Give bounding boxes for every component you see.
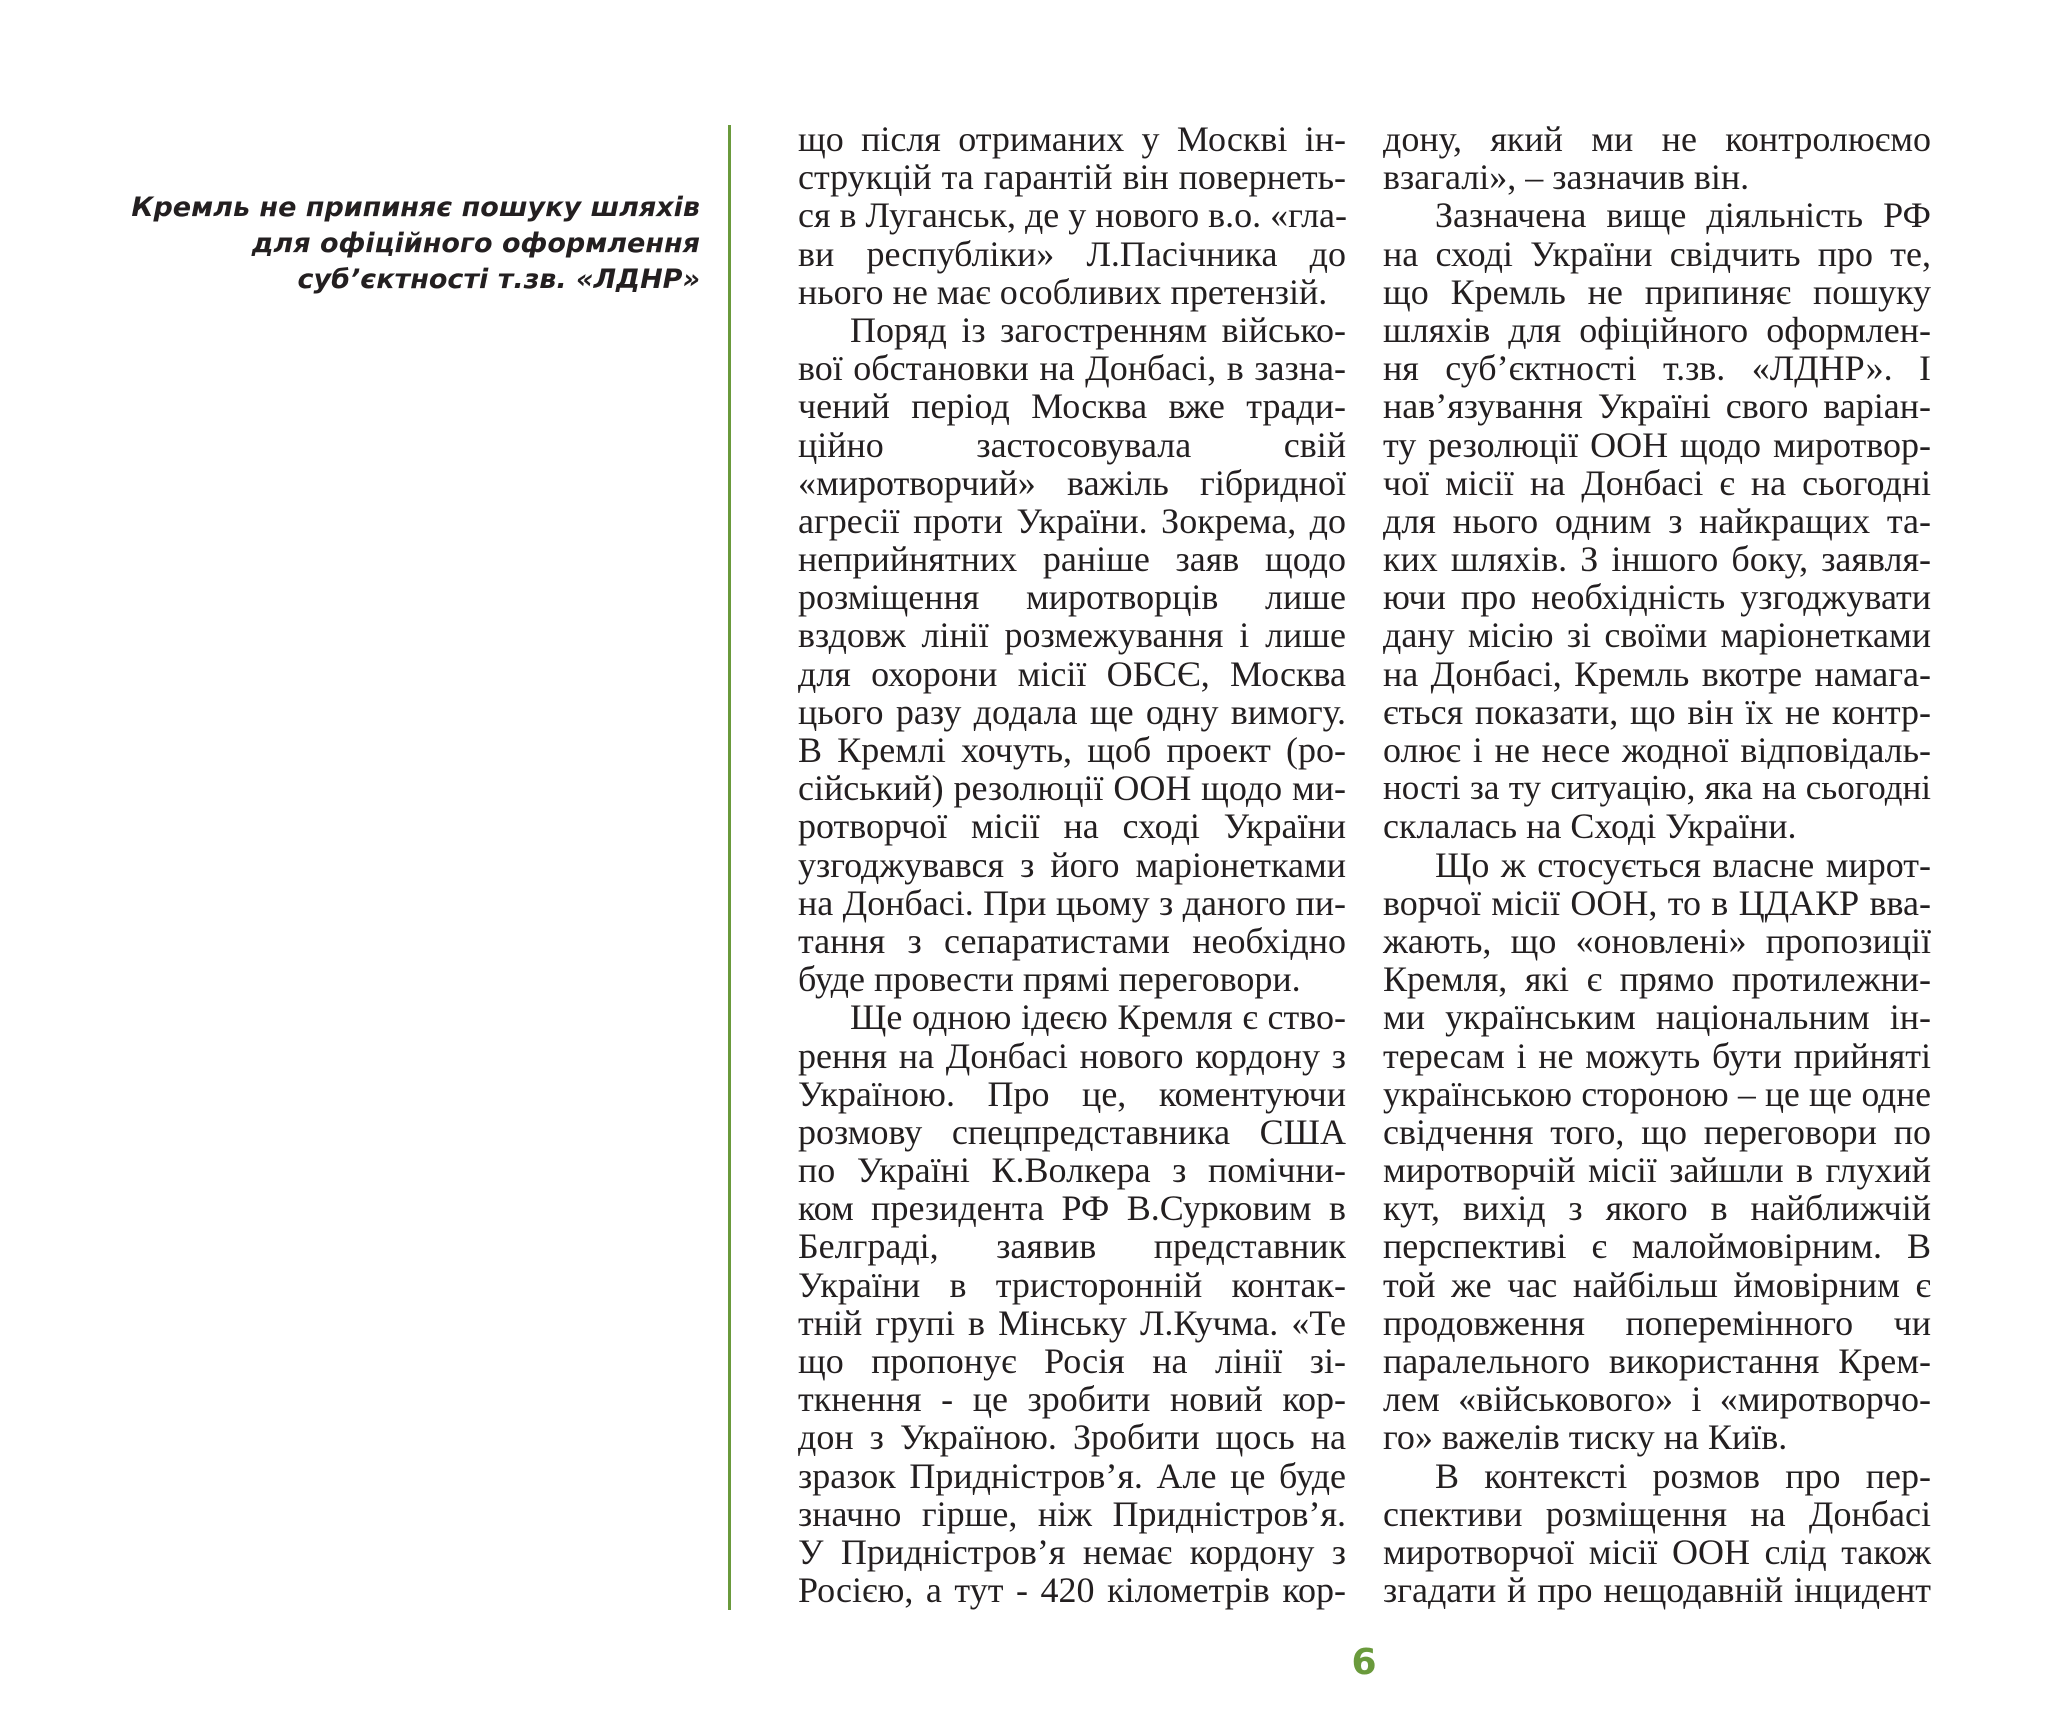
text-line: що пропонує Росія на лінії зі- — [798, 1341, 1346, 1381]
text-line: ту резолюції ООН щодо миротвор- — [1383, 424, 1931, 465]
text-line: що після отриманих у Москві ін- — [798, 119, 1346, 159]
text-line: ційно застосовувала свій — [798, 424, 1346, 465]
text-line: чений період Москва вже тради- — [798, 386, 1346, 427]
text-line: Росією, а тут - 420 кілометрів кор- — [798, 1570, 1346, 1611]
text-line: сійський) резолюції ООН щодо ми- — [798, 768, 1346, 809]
text-line: вої обстановки на Донбасі, в зазна- — [798, 348, 1346, 389]
text-line: тересам і не можуть бути прийняті — [1383, 1035, 1931, 1076]
text-line: розміщення миротворців лише — [798, 577, 1346, 618]
text-column-left — [798, 120, 1346, 1609]
text-line: той же час найбільш ймовірним є — [1383, 1264, 1931, 1305]
text-line: ких шляхів. З іншого боку, заявля- — [1383, 539, 1931, 580]
text-line: значно гірше, ніж Придністров’я. — [798, 1493, 1346, 1534]
text-line: ви республіки» Л.Пасічника до — [798, 233, 1346, 274]
text-line: В контексті розмов про пер- — [1435, 1455, 1931, 1496]
text-line: паралельного використання Крем- — [1383, 1341, 1931, 1381]
text-line: шляхів для офіційного оформлен- — [1383, 309, 1931, 350]
text-line: лем «військового» і «миротворчо- — [1383, 1379, 1931, 1420]
text-line: олює і не несе жодної відповідаль- — [1383, 730, 1931, 770]
text-line: зразок Придністров’я. Але це буде — [798, 1455, 1346, 1496]
text-line: Ще одною ідеєю Кремля є ство- — [850, 997, 1346, 1038]
page-number: 6 — [1351, 1642, 1377, 1683]
text-line: нав’язування Україні свого варіан- — [1383, 386, 1931, 427]
text-line: го» важелів тиску на Київ. — [1383, 1417, 1788, 1458]
text-line: склалась на Сході України. — [1383, 806, 1797, 847]
text-line: ми українським національним ін- — [1383, 997, 1931, 1038]
text-line: У Придністров’я немає кордону з — [798, 1531, 1346, 1572]
side-note-line: Кремль не припиняє пошуку шляхів — [131, 192, 700, 223]
text-line: «миротворчий» важіль гібридної — [798, 462, 1346, 503]
text-line: по Україні К.Волкера з помічни- — [798, 1150, 1346, 1191]
text-line: чої місії на Донбасі є на сьогодні — [1383, 462, 1931, 503]
text-line: на Донбасі, Кремль вкотре намага- — [1383, 653, 1931, 694]
text-line: агресії проти України. Зокрема, до — [798, 500, 1346, 541]
text-line: миротворчій місії зайшли в глухий — [1383, 1150, 1931, 1191]
text-line: буде провести прямі переговори. — [798, 959, 1301, 1000]
text-line: ворчої місії ООН, то в ЦДАКР вва- — [1383, 882, 1931, 923]
text-line: Україною. Про це, коментуючи — [798, 1073, 1346, 1114]
text-line: ся в Луганськ, де у нового в.о. «гла- — [798, 195, 1347, 236]
text-line: Поряд із загостренням військо- — [850, 309, 1346, 350]
text-line: продовження поперемінного чи — [1383, 1302, 1931, 1343]
text-line: ротворчої місії на сході України — [798, 806, 1346, 847]
text-line: взагалі», – зазначив він. — [1383, 157, 1750, 198]
text-line: жають, що «оновлені» пропозиції — [1383, 920, 1931, 961]
text-line: цього разу додала ще одну вимогу. — [798, 691, 1346, 732]
text-line: Белграді, заявив представник — [798, 1226, 1346, 1267]
text-line: тання з сепаратистами необхідно — [798, 920, 1346, 961]
text-line: кут, вихід з якого в найближчій — [1383, 1188, 1931, 1229]
text-line: неприйнятних раніше заяв щодо — [798, 539, 1346, 580]
text-line: що Кремль не припиняє пошуку — [1383, 271, 1931, 312]
text-line: ткнення - це зробити новий кор- — [798, 1379, 1346, 1420]
text-line: спективи розміщення на Донбасі — [1383, 1493, 1931, 1534]
text-line: дану місію зі своїми маріонетками — [1383, 615, 1931, 656]
side-note-line: суб’єктності т.зв. «ЛДНР» — [297, 264, 700, 295]
text-line: свідчення того, що переговори по — [1383, 1111, 1931, 1152]
text-line: згадати й про нещодавній інцидент — [1383, 1570, 1931, 1611]
text-line: ності за ту ситуацію, яка на сьогодні — [1383, 768, 1931, 808]
text-line: ючи про необхідність узгоджувати — [1383, 577, 1931, 618]
text-line: на сході України свідчить про те, — [1383, 233, 1931, 274]
text-line: В Кремлі хочуть, щоб проект (ро- — [798, 730, 1346, 770]
text-line: ком президента РФ В.Сурковим в — [798, 1188, 1346, 1229]
text-line: рення на Донбасі нового кордону з — [798, 1035, 1346, 1076]
text-line: дон з Україною. Зробити щось на — [798, 1417, 1346, 1458]
text-line: вздовж лінії розмежування і лише — [798, 615, 1346, 656]
text-line: українською стороною – це ще одне — [1383, 1073, 1931, 1114]
text-line: струкцій та гарантій він повернеть- — [798, 157, 1346, 198]
text-line: Що ж стосується власне мирот- — [1435, 844, 1931, 885]
text-line: на Донбасі. При цьому з даного пи- — [798, 882, 1346, 923]
text-line: Кремля, які є прямо протилежни- — [1383, 959, 1931, 1000]
text-line: для нього одним з найкращих та- — [1383, 500, 1931, 541]
text-line: розмову спецпредставника США — [798, 1111, 1346, 1152]
side-note-line: для офіційного оформлення — [251, 228, 700, 259]
text-line: узгоджувався з його маріонетками — [798, 844, 1346, 885]
text-line: тній групі в Мінську Л.Кучма. «Те — [798, 1302, 1346, 1343]
text-line: нього не має особливих претензій. — [798, 271, 1328, 312]
text-column-right — [1383, 120, 1931, 1609]
side-note-pull-quote — [130, 190, 700, 298]
text-line: для охорони місії ОБСЄ, Москва — [798, 653, 1346, 694]
text-line: дону, який ми не контролюємо — [1383, 119, 1931, 159]
text-line: перспективі є малоймовірним. В — [1383, 1226, 1931, 1267]
text-line: ється показати, що він їх не контр- — [1383, 691, 1931, 732]
text-line: миротворчої місії ООН слід також — [1383, 1531, 1931, 1572]
text-line: ня суб’єктності т.зв. «ЛДНР». І — [1383, 348, 1931, 389]
vertical-divider-rule — [728, 125, 731, 1610]
text-line: України в тристоронній контак- — [798, 1264, 1346, 1305]
text-line: Зазначена вище діяльність РФ — [1435, 195, 1931, 236]
